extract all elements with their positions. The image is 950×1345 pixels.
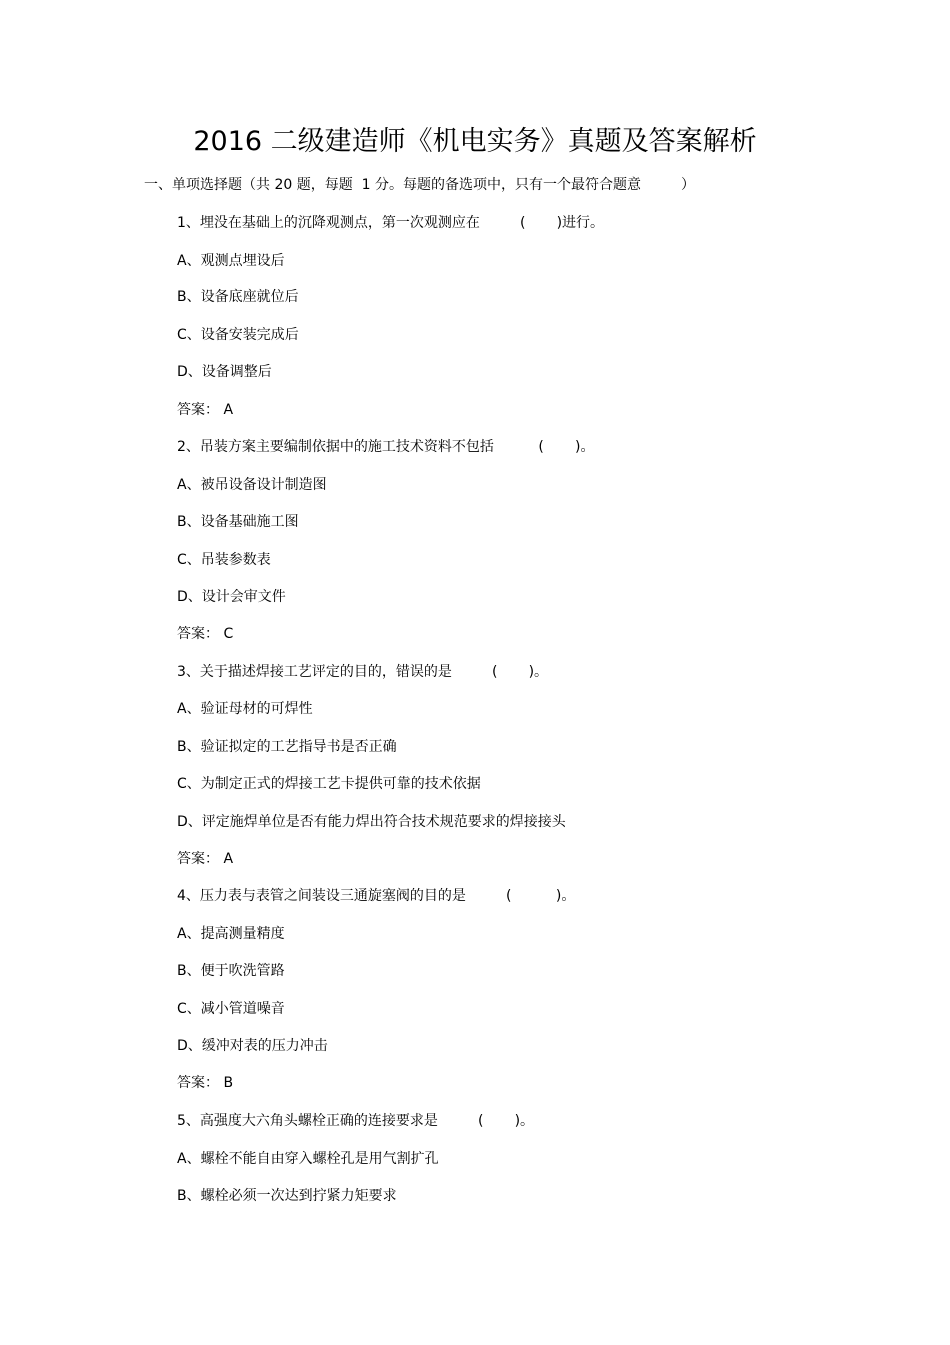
document-title: 2016 二级建造师《机电实务》真题及答案解析 (193, 126, 757, 157)
question-3-stem: 3、关于描述焊接工艺评定的目的，错误的是 ( )。 (177, 664, 549, 680)
question-1-option-b: B、设备底座就位后 (177, 289, 299, 305)
question-2-option-a: A、被吊设备设计制造图 (177, 477, 327, 493)
question-3-answer: 答案： A (177, 851, 234, 867)
question-3-option-a: A、验证母材的可焊性 (177, 701, 313, 717)
question-1-answer: 答案： A (177, 402, 234, 418)
question-4-answer: 答案： B (177, 1075, 234, 1091)
question-5-option-b: B、螺栓必须一次达到拧紧力矩要求 (177, 1188, 397, 1204)
question-2-answer: 答案： C (177, 626, 234, 642)
question-1-option-d: D、设备调整后 (177, 364, 272, 380)
question-4-option-c: C、减小管道噪音 (177, 1001, 285, 1017)
section-heading: 一、单项选择题（共 20 题，每题 1 分。每题的备选项中，只有一个最符合题意 ） (144, 177, 696, 193)
question-1-option-a: A、观测点埋设后 (177, 253, 285, 269)
question-3-option-c: C、为制定正式的焊接工艺卡提供可靠的技术依据 (177, 776, 481, 792)
question-2-option-d: D、设计会审文件 (177, 589, 286, 605)
question-4-option-b: B、便于吹洗管路 (177, 963, 285, 979)
question-1-option-c: C、设备安装完成后 (177, 327, 299, 343)
question-5-option-a: A、螺栓不能自由穿入螺栓孔是用气割扩孔 (177, 1151, 439, 1167)
question-4-stem: 4、压力表与表管之间装设三通旋塞阀的目的是 ( )。 (177, 888, 576, 904)
question-2-option-b: B、设备基础施工图 (177, 514, 299, 530)
question-5-stem: 5、高强度大六角头螺栓正确的连接要求是 ( )。 (177, 1113, 535, 1129)
question-4-option-a: A、提高测量精度 (177, 926, 285, 942)
question-3-option-b: B、验证拟定的工艺指导书是否正确 (177, 739, 397, 755)
question-3-option-d: D、评定施焊单位是否有能力焊出符合技术规范要求的焊接接头 (177, 814, 566, 830)
question-2-stem: 2、吊装方案主要编制依据中的施工技术资料不包括 ( )。 (177, 439, 595, 455)
question-4-option-d: D、缓冲对表的压力冲击 (177, 1038, 328, 1054)
question-1-stem: 1、埋没在基础上的沉降观测点，第一次观测应在 ( )进行。 (177, 215, 605, 231)
question-2-option-c: C、吊装参数表 (177, 552, 271, 568)
